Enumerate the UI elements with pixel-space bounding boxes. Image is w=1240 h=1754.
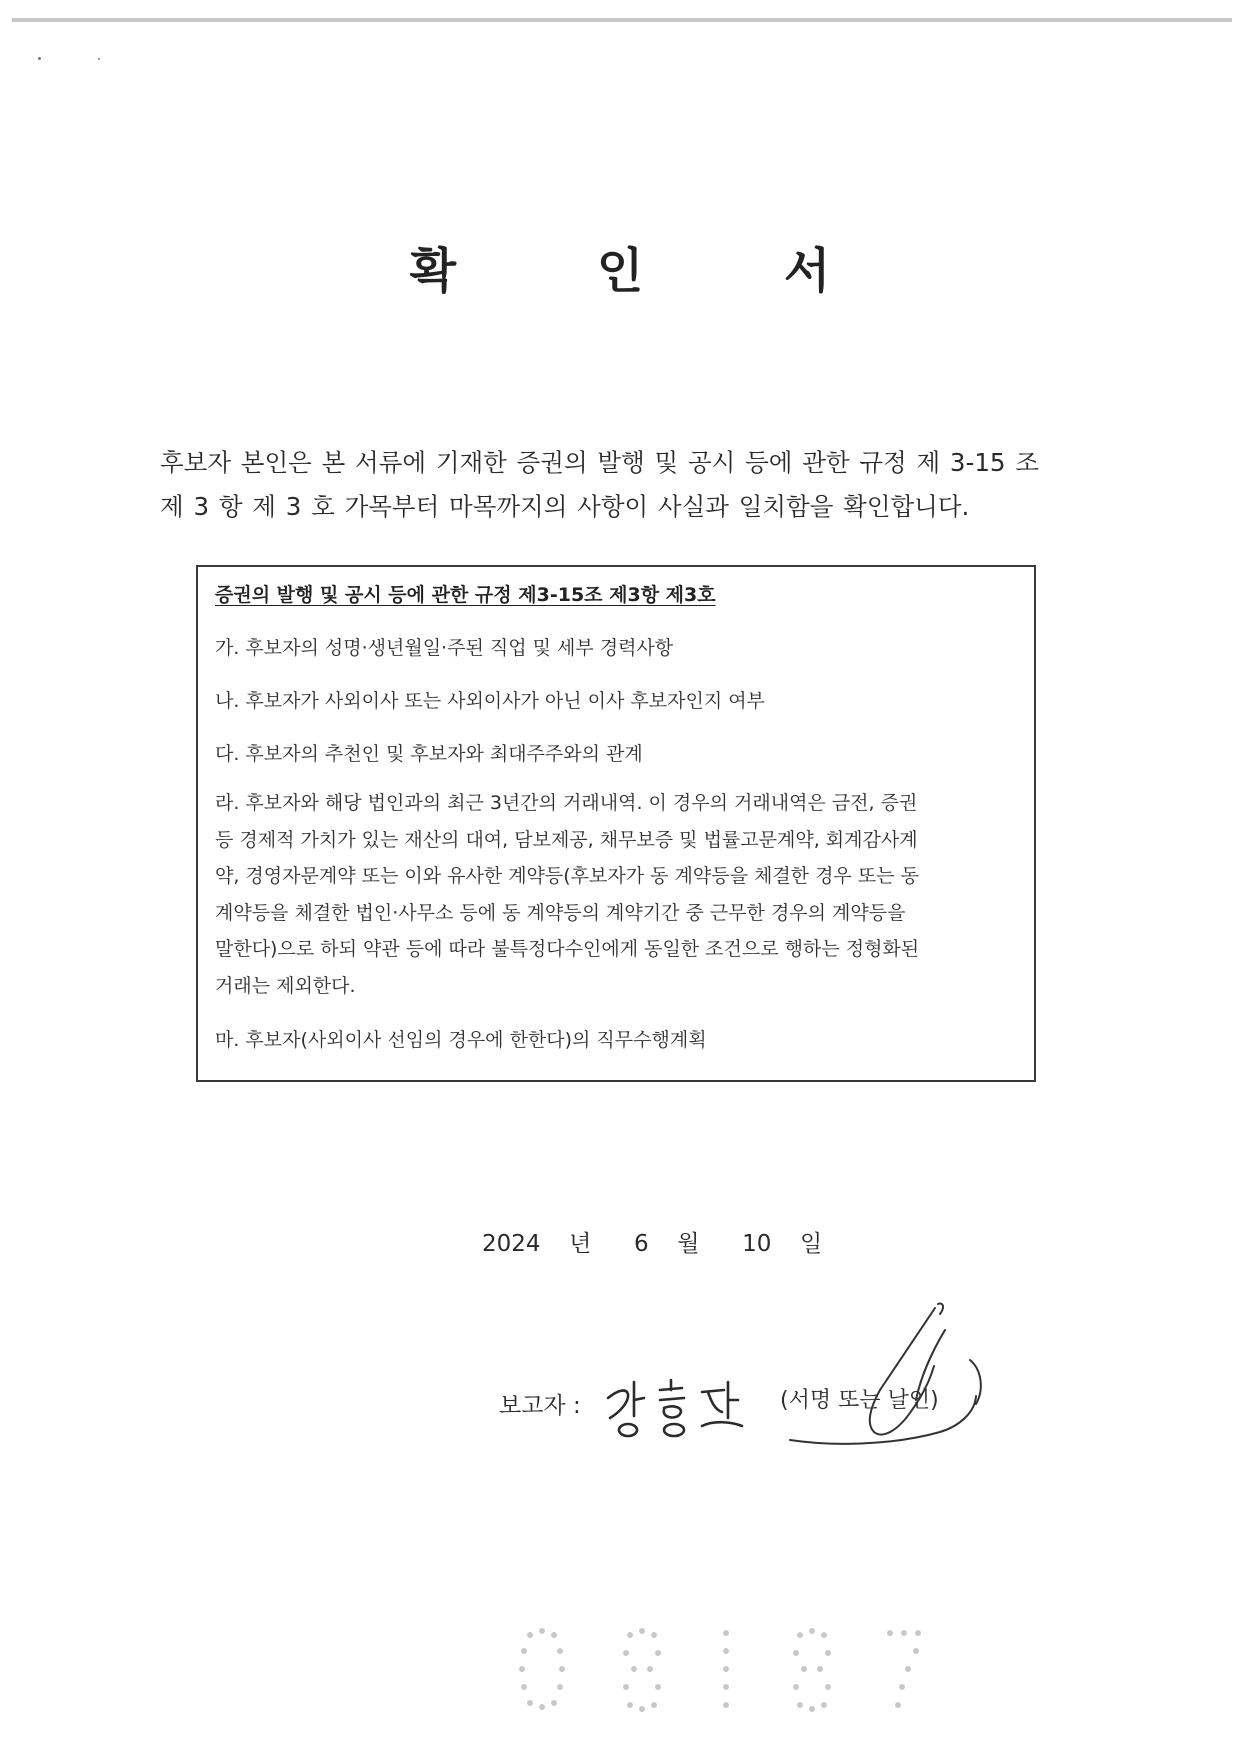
item-ma: 마. 후보자(사외이사 선임의 경우에 한한다)의 직무수행계획: [215, 1029, 707, 1051]
date-day-unit: 일: [800, 1231, 823, 1257]
sign-or-seal-note: (서명 또는 날인): [780, 1388, 939, 1413]
item-ra-line: 등 경제적 가치가 있는 재산의 대여, 담보제공, 채무보증 및 법률고문계약, 회계감사계: [215, 828, 918, 851]
regulation-heading: 증권의 발행 및 공시 등에 관한 규정 제3-15조 제3항 제3호: [215, 584, 716, 606]
date-month: 6: [634, 1231, 649, 1257]
perforation-stamp: [510, 1625, 970, 1735]
scan-speck: [98, 58, 100, 60]
handwritten-signature: [604, 1368, 764, 1440]
statement-line: 후보자 본인은 본 서류에 기재한 증권의 발행 및 공시 등에 관한 규정 제 3-15 조: [160, 448, 1039, 477]
date-year: 2024: [482, 1231, 541, 1257]
signature-flourish: [770, 1300, 1000, 1450]
item-da: 다. 후보자의 추천인 및 후보자와 최대주주와의 관계: [215, 743, 643, 765]
document-title: 확 인 서: [409, 243, 893, 299]
reporter-label: 보고자 :: [499, 1393, 581, 1419]
statement-line: 제 3 항 제 3 호 가목부터 마목까지의 사항이 사실과 일치함을 확인합니다.: [160, 492, 970, 521]
date-day: 10: [742, 1231, 772, 1257]
item-ra-line: 거래는 제외한다.: [215, 974, 356, 997]
item-ga: 가. 후보자의 성명·생년월일·주된 직업 및 세부 경력사항: [215, 637, 674, 659]
document-date: [482, 1225, 822, 1258]
date-year-unit: 년: [569, 1231, 592, 1257]
regulation-box: [196, 565, 1036, 1082]
item-ra-line: 라. 후보자와 해당 법인과의 최근 3년간의 거래내역. 이 경우의 거래내역은 금전, 증권: [215, 792, 918, 814]
item-ra: [215, 785, 1025, 1004]
confirmation-statement: [160, 441, 1080, 529]
date-month-unit: 월: [677, 1231, 700, 1257]
item-ra-line: 말한다)으로 하되 약관 등에 따라 불특정다수인에게 동일한 조건으로 행하는 정형화된: [215, 938, 920, 960]
item-ra-line: 약, 경영자문계약 또는 이와 유사한 계약등(후보자가 동 계약등을 체결한 경우 또는 동: [215, 865, 919, 887]
item-na: 나. 후보자가 사외이사 또는 사외이사가 아닌 이사 후보자인지 여부: [215, 690, 765, 712]
scan-edge-line: [12, 18, 1232, 22]
scan-speck: [38, 57, 41, 60]
item-ra-line: 계약등을 체결한 법인·사무소 등에 동 계약등의 계약기간 중 근무한 경우의 계약등을: [215, 901, 906, 924]
